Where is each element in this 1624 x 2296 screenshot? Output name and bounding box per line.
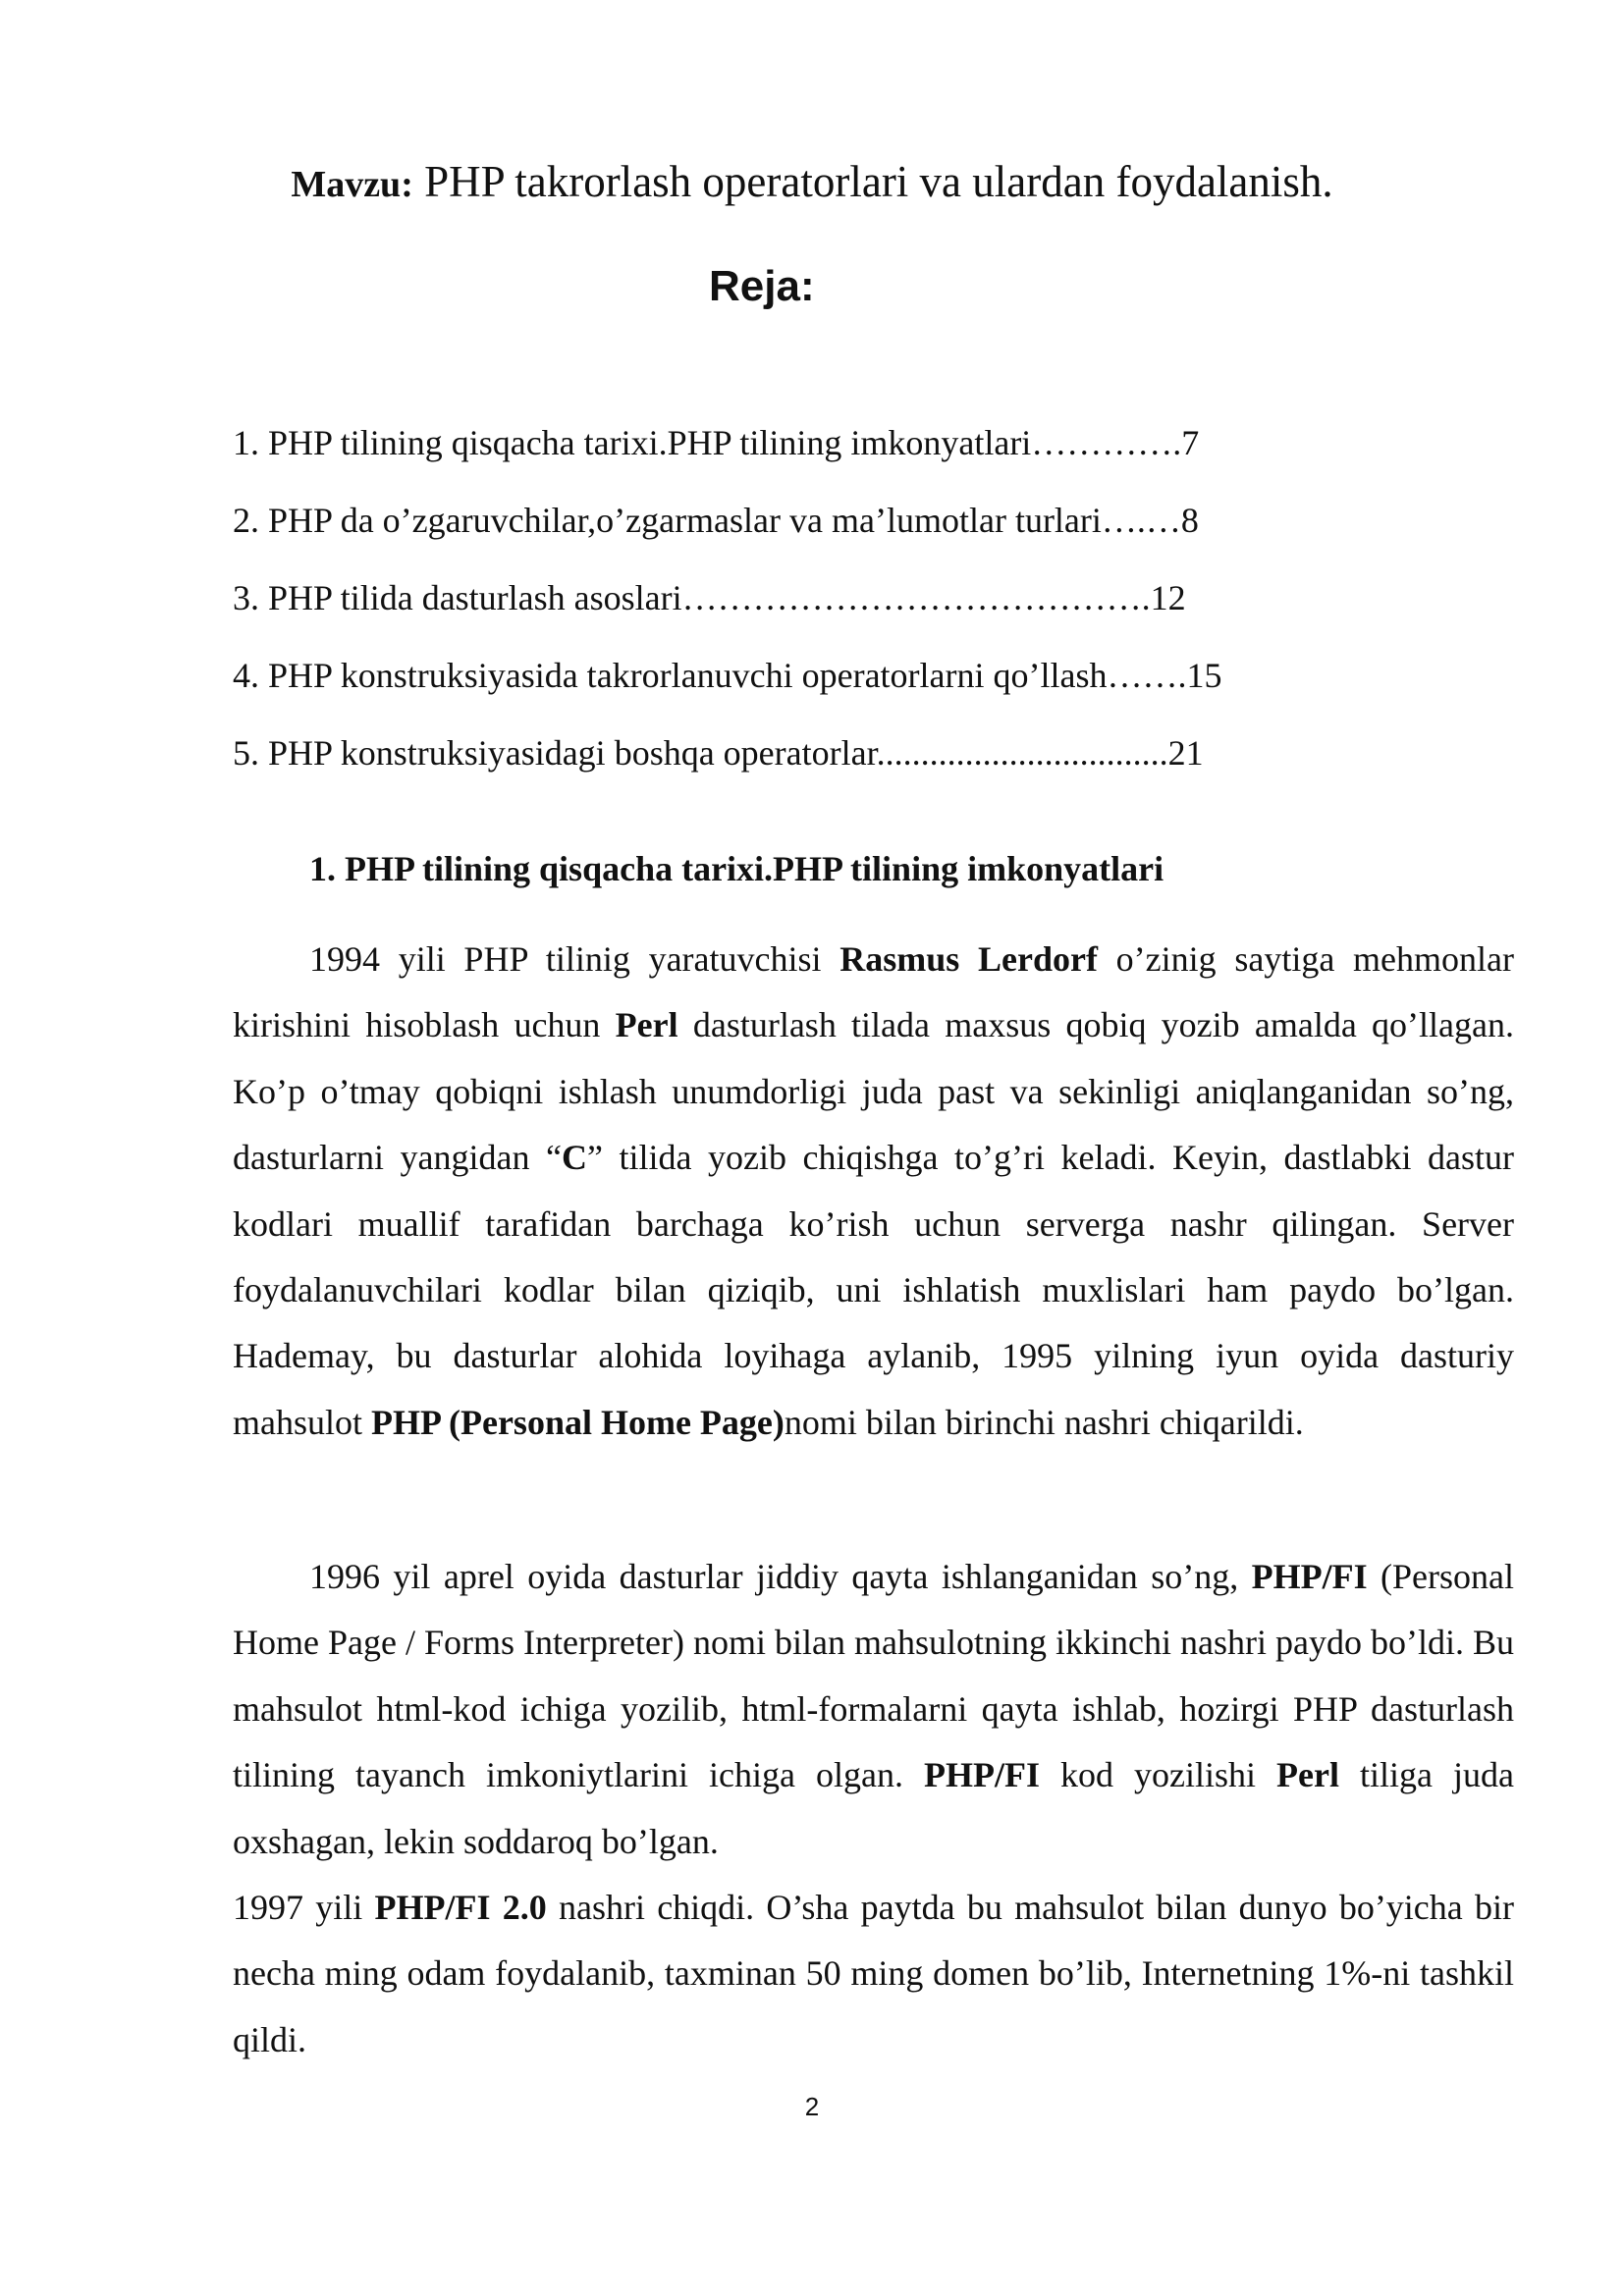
bold-term: PHP/FI 2.0 [374,1888,547,1927]
table-of-contents [233,418,1411,806]
paragraph-text: ” tilida yozib chiqishga to’g’ri keladi. Keyin, dastlabki dastur kodlari muallif tarafidan barchaga ko’rish uchun serverga nashr qilingan. Server foydalanuvchilari kodlar bilan qiziqib, uni ishlatish muxlislari ham paydo bo’lgan. [233,1138,1514,1310]
bold-term: Rasmus Lerdorf [839,939,1098,979]
paragraph-text: (Personal Home Page / Forms Interpreter) nomi bilan mahsulotning ikkinchi nashri paydo bo’ldi. Bu mahsulot html-kod ichiga yozilib, html-formalarni qayta ishlab, hozirgi PHP dasturlash tilining tayanch imkoniytlarini ichiga olgan. [233,1557,1515,1795]
paragraph-text: 1996 yil aprel oyida dasturlar jiddiy qayta ishlanganidan so’ng, [309,1557,1252,1596]
toc-item: 4. PHP konstruksiyasida takrorlanuvchi operatorlarni qo’llash…….15 [233,656,1222,695]
toc-item: 1. PHP tilining qisqacha tarixi.PHP tilining imkonyatlari………….7 [233,423,1200,462]
page-number: 2 [804,2092,820,2121]
toc-item: 2. PHP da o’zgaruvchilar,o’zgarmaslar va ma’lumotlar turlari….…8 [233,501,1199,540]
plan-heading: Reja: [709,262,815,310]
bold-term: Perl [615,1005,678,1045]
topic-text: PHP takrorlash operatorlari va ulardan foydalanish. [412,157,1333,206]
bold-term: PHP (Personal Home Page) [371,1402,785,1442]
paragraph-1-main [233,927,1514,1323]
paragraph-text: dasturlash tilada maxsus qobiq yozib amalda qo’llagan. Ko’p o’tmay qobiqni ishlash unumdorligi juda past va sekinligi aniqlanganidan so’ng, dasturlarni yangidan “ [233,1005,1514,1178]
topic-label: Mavzu: [291,164,413,205]
section-heading: 1. PHP tilining qisqacha tarixi.PHP tilining imkonyatlari [309,849,1164,888]
paragraph-text: nomi bilan birinchi nashri chiqarildi. [784,1402,1304,1442]
paragraph-text: o’zinig saytiga mehmonlar kirishini hisoblash uchun [233,939,1514,1045]
paragraph-text: kod yozilishi [1039,1755,1277,1795]
topic-line [0,152,1624,214]
bold-term: C [561,1138,587,1178]
toc-item: 3. PHP tilida dasturlash asoslari………………………………….12 [233,578,1186,617]
bold-term: PHP/FI [923,1755,1040,1795]
paragraph-text: 1997 yili [233,1888,375,1927]
paragraph-3 [233,1875,1514,2073]
paragraph-text: Hademay, bu dasturlar alohida loyihaga aylanib, 1995 yilning iyun oyida dasturiy mahsulot [233,1336,1514,1442]
paragraph-2 [233,1544,1514,1875]
paragraph-text: tiliga juda oxshagan, lekin soddaroq bo’lgan. [233,1755,1514,1861]
paragraph-text: nashri chiqdi. O’sha paytda bu mahsulot bilan dunyo bo’yicha bir necha ming odam foydalanib, taxminan 50 ming domen bo’lib, Internetning 1%-ni tashkil qildi. [233,1888,1514,2059]
bold-term: PHP/FI [1251,1557,1368,1596]
bold-term: Perl [1276,1755,1339,1795]
paragraph-text: 1994 yili PHP tilinig yaratuvchisi [309,939,840,979]
toc-item: 5. PHP konstruksiyasidagi boshqa operatorlar.................................21 [233,733,1204,773]
paragraph-1-continuation [233,1323,1514,1456]
paragraph-1 [233,927,1514,1456]
